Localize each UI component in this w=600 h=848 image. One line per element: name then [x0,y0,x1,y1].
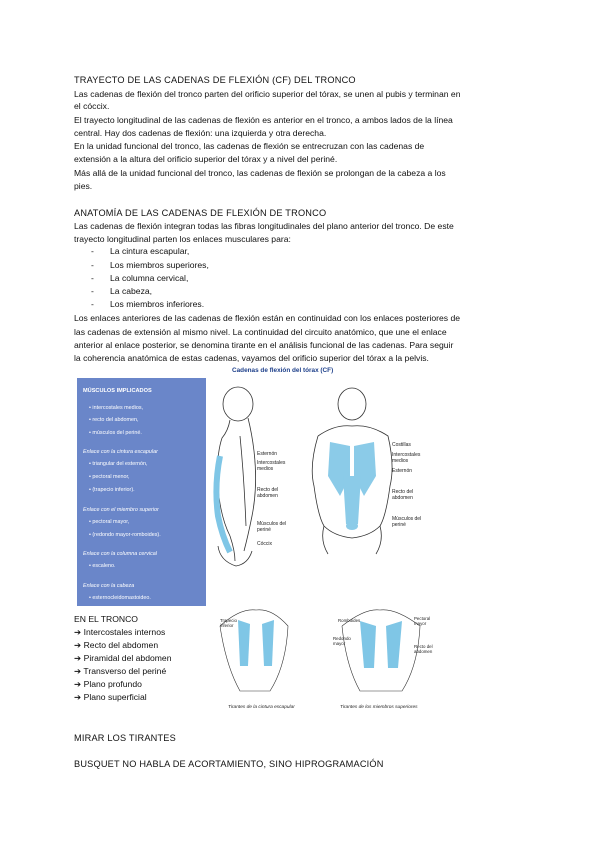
label-abdomen: abdomen [257,493,278,499]
caption-right: Tirantes de los miembros superiores [340,705,418,710]
section2-title: ANATOMÍA DE LAS CADENAS DE FLEXIÓN DE TRONCO [74,208,327,218]
label-costillas: Costillas [392,442,411,448]
label-trapecio: Trapecio [220,618,237,623]
label-pectoral-mayor: mayor [414,621,427,626]
caption-left: Tirantes de la cintura escapular [228,705,295,710]
muscles-panel [77,378,206,606]
panel-subheading: Enlace con la columna cervical [83,551,158,557]
label-perine-front: periné [392,522,406,528]
label-abdomen-front: abdomen [392,495,413,501]
scapular-girdle-highlight [238,620,274,666]
tronco-item: ➔ Intercostales internos [74,627,166,637]
panel-subheading: Enlace con la cabeza [83,583,135,589]
side-chain-highlight [216,456,230,552]
section1-line: El trayecto longitudinal de las cadenas de flexión es anterior en el tronco, a ambos lados de la línea [74,115,453,125]
tronco-item: ➔ Piramidal del abdomen [74,653,172,663]
label-esternon-front: Esternón [392,468,413,474]
tronco-title: EN EL TRONCO [74,614,138,624]
upper-limb-highlight [360,621,402,668]
panel-item: • triangular del esternón, [89,461,148,467]
panel-item: • recto del abdomen, [89,417,139,423]
label-recto-front: Recto del [392,489,414,495]
tronco-item: ➔ Plano profundo [74,679,142,689]
panel-item: • pectoral menor, [89,474,130,480]
tronco-item: ➔ Transverso del periné [74,666,167,676]
panel-item: • escaleno. [89,563,116,569]
section1-line: central. Hay dos cadenas de flexión: una izquierda y otra derecha. [74,128,327,138]
label-perine: periné [257,527,271,533]
panel-item: • pectoral mayor, [89,519,130,525]
section1-line: pies. [74,181,93,191]
label-recto-small: Recto del [414,644,433,649]
panel-item: • (trapecio inferior). [89,487,135,493]
label-romboides: Romboides [338,618,361,623]
label-coccix: Cóccix [257,541,273,547]
label-inferior: inferior [220,623,234,628]
tronco-item: ➔ Recto del abdomen [74,640,159,650]
section1-line: Las cadenas de flexión del tronco parten del orificio superior del tórax, se unen al pubis y terminan en [74,89,461,99]
label-mayor: mayor [333,641,346,646]
section1-line: el cóccix. [74,101,110,111]
section1-line: extensión a la altura del orificio superior del tórax y a nivel del periné. [74,154,338,164]
label-intercostales-front: Intercostales [392,452,421,458]
label-perine-title: Músculos del [257,521,287,527]
panel-item: • esternocleidomastoideo. [89,595,151,601]
anatomy-illustration [200,376,450,716]
note-tirantes: MIRAR LOS TIRANTES [74,733,176,743]
label-medios: medios [257,466,274,472]
section2-para: las cadenas de extensión al mismo nivel. La continuidad del circuito anatómico, que une el enlace [74,327,447,337]
panel-subheading: Enlace con el miembro superior [83,507,159,513]
panel-item: • músculos del periné. [89,430,142,436]
note-busquet: BUSQUET NO HABLA DE ACORTAMIENTO, SINO HIPROGRAMACIÓN [74,759,384,769]
section2-intro: trayecto longitudinal parten los enlaces musculares para: [74,234,291,244]
label-perine-front-title: Músculos del [392,516,422,522]
label-abdomen-small: abdomen [414,649,433,654]
panel-item: • intercostales medios, [89,405,144,411]
tronco-item: ➔ Plano superficial [74,692,147,702]
panel-subheading: Enlace con la cintura escapular [83,449,158,455]
section2-para: Los enlaces anteriores de las cadenas de flexión están en continuidad con los enlaces posteriores de [74,313,461,323]
label-intercostales: Intercostales [257,460,286,466]
front-chain-highlight [328,442,376,530]
label-recto: Recto del [257,487,279,493]
section1-line: En la unidad funcional del tronco, las cadenas de flexión se entrecruzan con las cadenas de [74,141,425,151]
document-page: TRAYECTO DE LAS CADENAS DE FLEXIÓN (CF) DEL TRONCO Las cadenas de flexión del tronco parten del orificio superior del tórax, se unen al pubis y terminan en el cóccix. El trayecto longitudinal de las cadenas de flexión es anterior en el tronco, a ambos lados de la línea central. Hay dos cadenas de flexión: una izquierda y otra derecha. En la unidad funcional del tronco, las cadenas de flexión se entrecruzan con las cadenas de extensión a la altura del orificio superior del tórax y a nivel del periné. Más allá de la unidad funcional del tronco, las cadenas de flexión se prolongan de la cabeza a los pies. ANATOMÍA DE LAS CADENAS DE FLEXIÓN DE TRONCO Las cadenas de flexión integran todas las fibras longitudinales del plano anterior del tronco. De este trayecto longitudinal parten los enlaces musculares para: - La cintura escapular, - Los miembros superiores, - La columna cervical, - La cabeza, - Los miembros inferiores. Los enlaces anteriores de las cadenas de flexión están en continuidad con los enlaces posteriores de las cadenas de extensión al mismo nivel. La continuidad del circuito anatómico, que une el enlace anterior al enlace posterior, se denomina tirante en el análisis funcional de las cadenas. Para seguir la coherencia anatómica de estas cadenas, vayamos del orificio superior del tórax a la pelvis. Cadenas de flexión del tórax (CF) MÚSCULOS IMPLICADOS • intercostales medios, • recto del abdomen, • músculos del periné. Enlace con la cintura escapular • triangular del esternón, • pectoral menor, • (trapecio inferior). Enlace con el miembro superior • pectoral mayor, • (redondo mayor-romboides). Enlace con la columna cervical • escaleno. Enlace con la cabeza • esternocleidomastoideo. Esternón Intercostales medios Recto del abdomen Músculos del periné Cóccix Costillas Intercostales medios Esternón Recto del abdomen Músculos del periné Trapecio inferior Romboides Redondo mayor Pectoral mayor Recto del abdomen Tirantes de la cintura escapular Tirantes de los miembros superiores EN EL TRONCO ➔ Intercostales internos ➔ Recto del abdomen ➔ Piramidal del abdomen ➔ Transverso del periné ➔ Plano profundo ➔ Plano superficial MIRAR LOS TIRANTES BUSQUET NO HABLA DE ACORTAMIENTO, SINO HIPROGRAMACIÓN [74,75,461,769]
label-esternon: Esternón [257,451,278,457]
section2-intro: Las cadenas de flexión integran todas las fibras longitudinales del plano anterior del tronco. De este [74,221,454,231]
panel-item: • (redondo mayor-romboides). [89,532,161,538]
label-pectoral: Pectoral [414,616,431,621]
section2-para: la coherencia anatómica de estas cadenas, vayamos del orificio superior del tórax a la pelvis. [74,353,429,363]
figure-title: Cadenas de flexión del tórax (CF) [232,367,334,374]
label-redondo: Redondo [333,636,351,641]
section2-para: anterior al enlace posterior, se denomina tirante en el análisis funcional de las cadenas. Para seguir [74,340,454,350]
section1-line: Más allá de la unidad funcional del tronco, las cadenas de flexión se prolongan de la cabeza a los [74,168,446,178]
section1-title: TRAYECTO DE LAS CADENAS DE FLEXIÓN (CF) DEL TRONCO [74,75,356,85]
panel-heading: MÚSCULOS IMPLICADOS [83,388,152,394]
label-medios-front: medios [392,458,409,464]
